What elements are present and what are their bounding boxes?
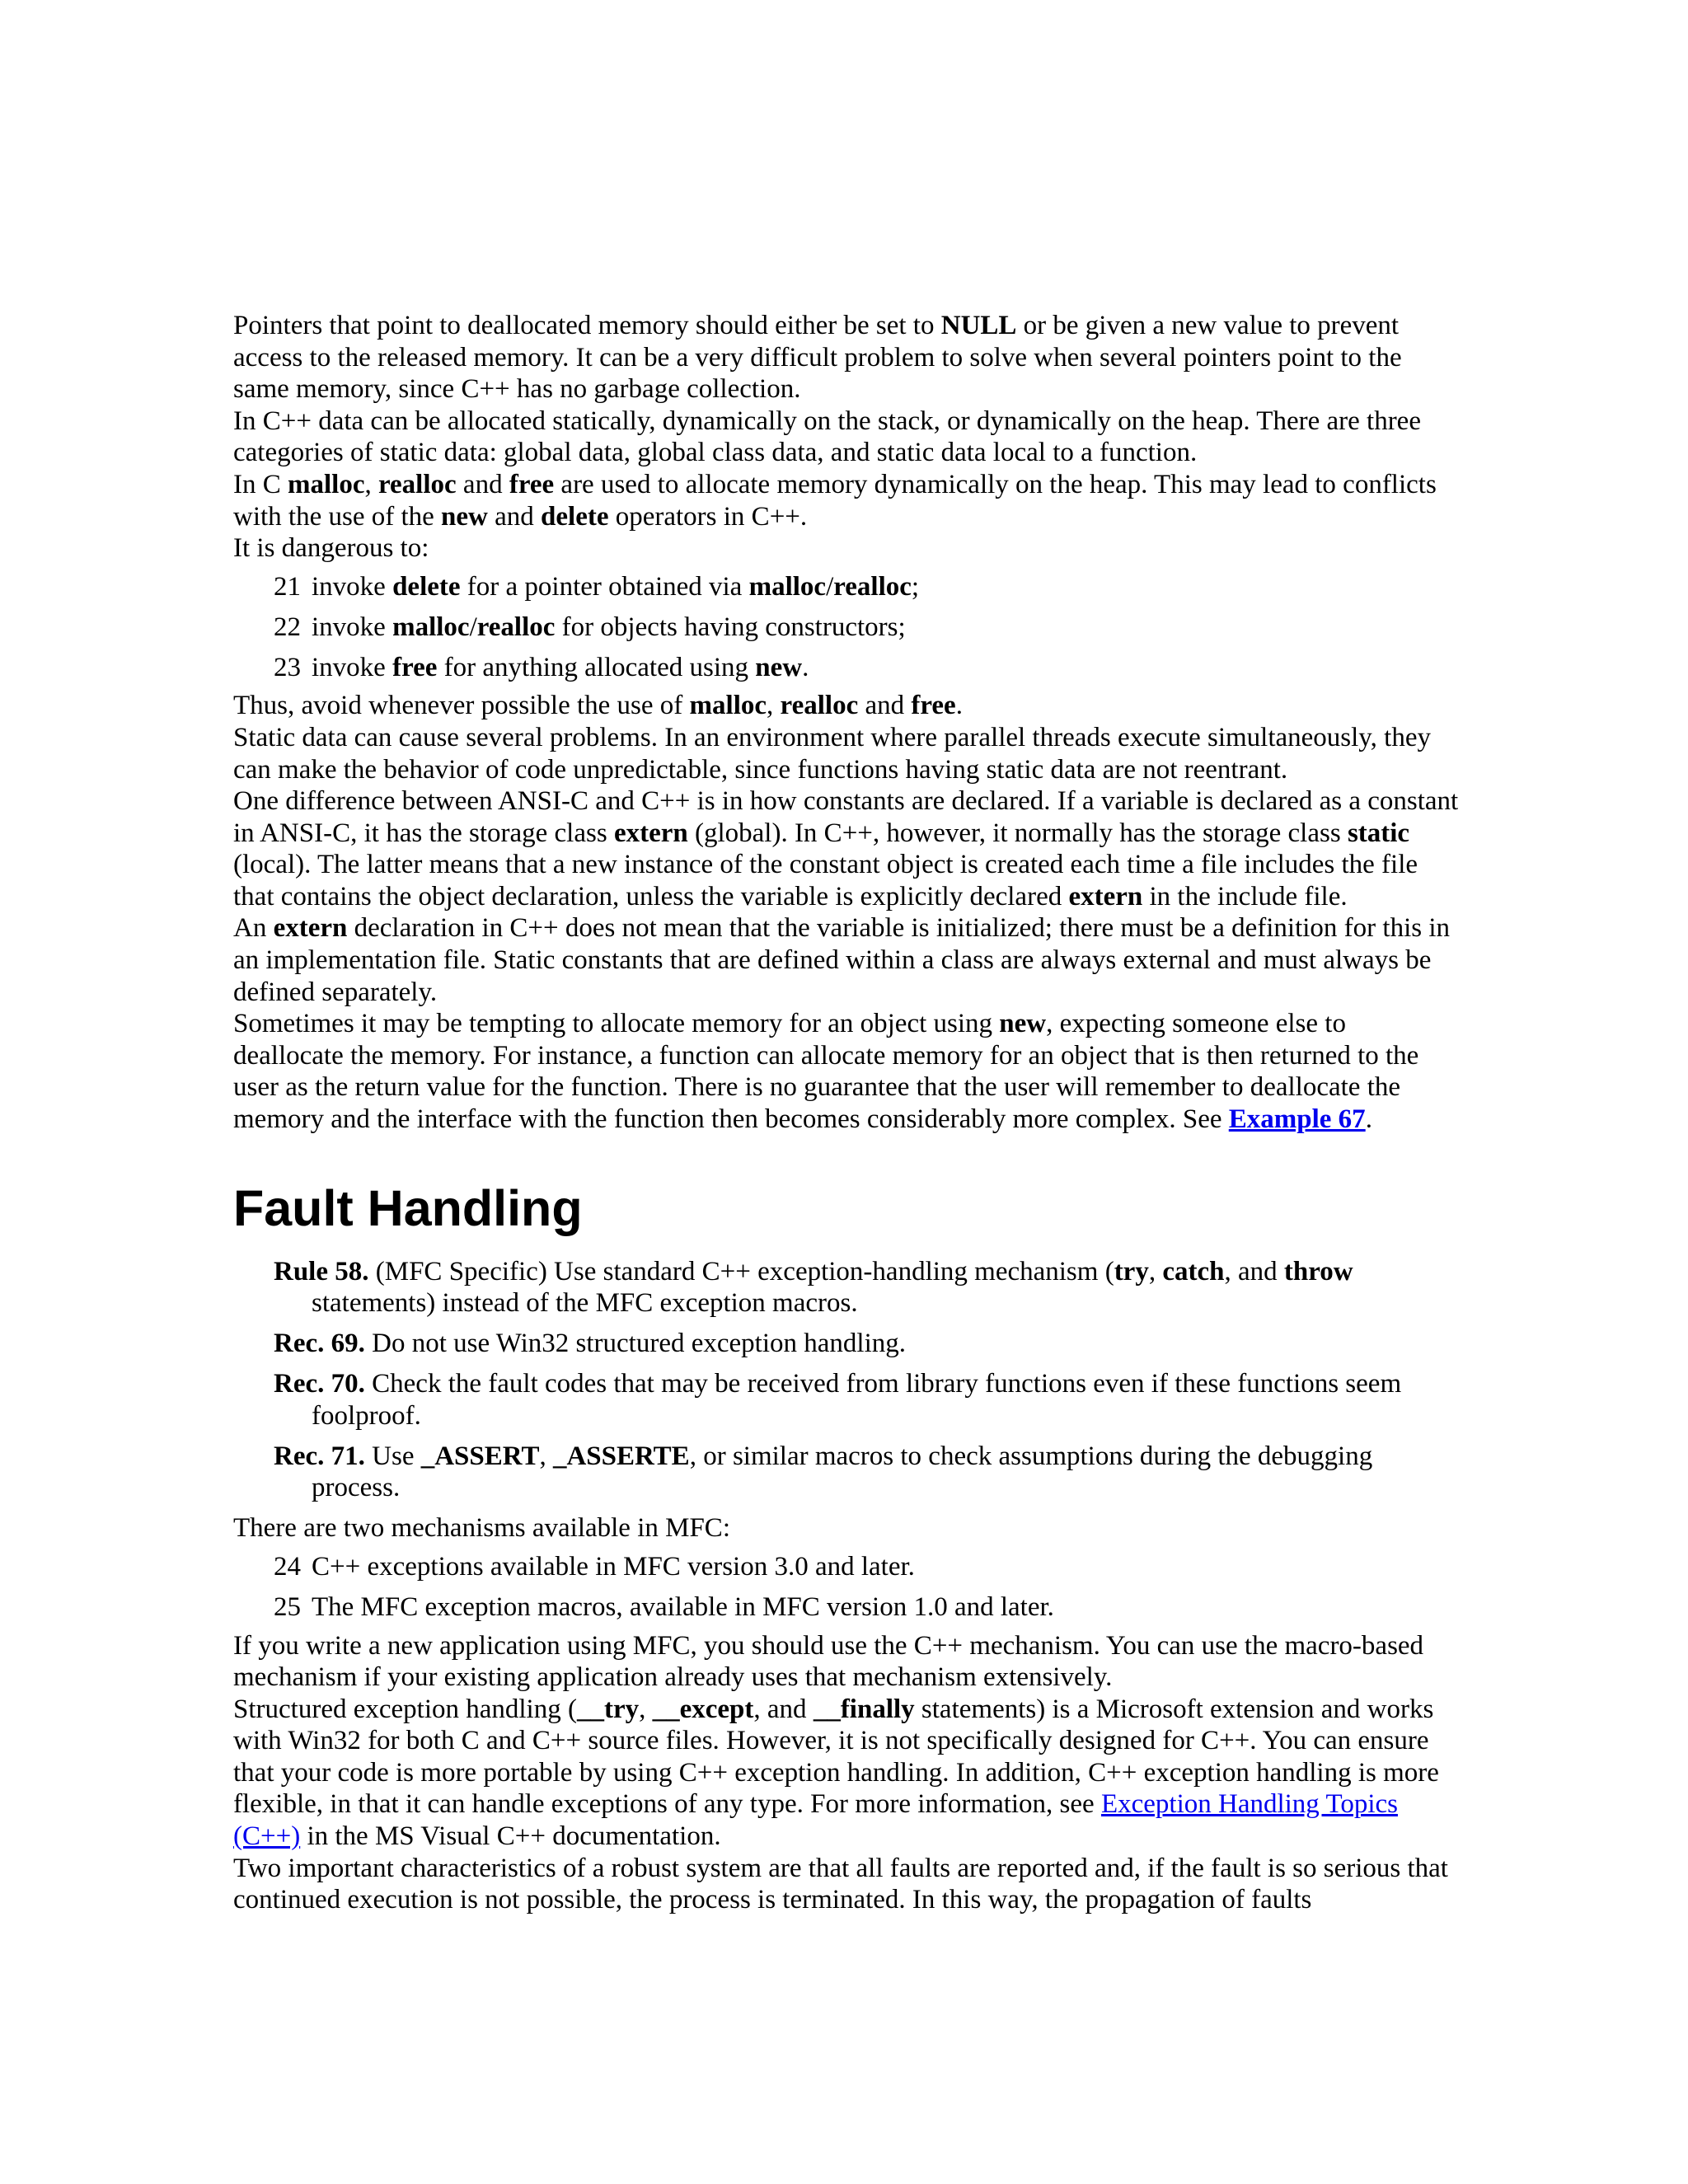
dangerous-list [233, 571, 1461, 684]
list-text: invoke malloc/realloc for objects having constructors; [312, 612, 906, 642]
keyword-new: new [441, 501, 488, 532]
example-67-link[interactable]: Example 67 [1228, 1104, 1366, 1135]
rec-71: Rec. 71. Use _ASSERT, _ASSERTE, or similar macros to check assumptions during the debugging process. [274, 1441, 1373, 1503]
paragraph-mfc-mechanisms: There are two mechanisms available in MFC: [233, 1513, 730, 1544]
list-item [274, 612, 1461, 644]
rec-69: Rec. 69. Do not use Win32 structured exception handling. [274, 1329, 906, 1359]
rules-list [233, 1256, 1461, 1504]
keyword-free: free [509, 469, 555, 499]
keyword-malloc: malloc [288, 469, 365, 499]
paragraph-dangerous-intro: It is dangerous to: [233, 533, 429, 564]
rule-label: Rec. 70. [274, 1369, 365, 1399]
paragraph-structured-exception: Structured exception handling (__try, __except, and __finally statements) is a Microsoft extension and works with Win32 for both C and C++ source files. However, it is not specifically designed for C++. You can ensure that your code is more portable by using C++ exception handling. In addition, C++ exception handling is more flexible, in that it can handle exceptions of any type. For more information, see Exception Handling Topics (C++) in the MS Visual C++ documentation. [233, 1694, 1439, 1852]
paragraph-allocation-ownership: Sometimes it may be tempting to allocate memory for an object using new, expecting someone else to deallocate the memory. For instance, a function can allocate memory for an object that is then returned to the user as the return value for the function. There is no guarantee that the user will remember to deallocate the memory and the interface with the function then becomes considerably more complex. See Example 67. [233, 1009, 1419, 1135]
list-text: invoke free for anything allocated using new. [312, 652, 809, 682]
section-heading-fault-handling: Fault Handling [233, 1179, 583, 1236]
list-item [274, 652, 1461, 684]
list-number: 24 [274, 1551, 301, 1582]
list-item [274, 1551, 1461, 1583]
list-number: 23 [274, 652, 301, 682]
paragraph-static-data-problems: Static data can cause several problems. In an environment where parallel threads execute simultaneously, they can make the behavior of code unpredictable, since functions having static data are not reentrant. [233, 722, 1431, 785]
rule-58: Rule 58. (MFC Specific) Use standard C++ exception-handling mechanism (try, catch, and throw statements) instead of the MFC exception macros. [274, 1256, 1353, 1319]
keyword-null: NULL [940, 311, 1017, 340]
list-text: invoke delete for a pointer obtained via malloc/realloc; [312, 571, 920, 602]
rule-label: Rec. 69. [274, 1329, 365, 1359]
list-item [274, 1591, 1461, 1624]
paragraph-extern-declaration: An extern declaration in C++ does not mean that the variable is initialized; there must be a definition for this in an implementation file. Static constants that are defined within a class are always external and must always be defined separately. [233, 913, 1451, 1007]
paragraph-malloc-conflicts: In C malloc, realloc and free are used to allocate memory dynamically on the heap. This may lead to conflicts with the use of the new and delete operators in C++. [233, 469, 1437, 532]
list-item [274, 571, 1461, 603]
paragraph-robust-system: Two important characteristics of a robust system are that all faults are reported and, if the fault is so serious that continued execution is not possible, the process is terminated. In this way, the propagation of faults [233, 1853, 1448, 1915]
list-number: 25 [274, 1591, 301, 1622]
exception-handling-topics-link[interactable]: Exception Handling Topics (C++) [233, 1789, 1398, 1852]
paragraph-constants: One difference between ANSI-C and C++ is in how constants are declared. If a variable is declared as a constant in ANSI-C, it has the storage class extern (global). In C++, however, it normally has the storage class static (local). The latter means that a new instance of the constant object is created each time a file includes the file that contains the object declaration, unless the variable is explicitly declared extern in the include file. [233, 786, 1459, 912]
keyword-delete: delete [541, 501, 609, 532]
rec-70: Rec. 70. Check the fault codes that may be received from library functions even if these functions seem foolproof. [274, 1369, 1402, 1431]
document-page [233, 310, 1461, 1916]
list-text: C++ exceptions available in MFC version 3.0 and later. [312, 1551, 915, 1582]
keyword-realloc: realloc [377, 469, 457, 499]
rule-label: Rec. 71. [274, 1441, 365, 1471]
paragraph-dangling-pointers: Pointers that point to deallocated memory should either be set to NULL or be given a new value to prevent access to the released memory. It can be a very difficult problem to solve when several pointers point to the same memory, since C++ has no garbage collection. [233, 311, 1402, 405]
paragraph-allocation-kinds: In C++ data can be allocated statically, dynamically on the stack, or dynamically on the heap. There are three categories of static data: global data, global class data, and static data local to a function. [233, 405, 1421, 468]
list-number: 22 [274, 612, 301, 642]
list-text: The MFC exception macros, available in MFC version 1.0 and later. [312, 1591, 1054, 1622]
mfc-mechanisms-list [233, 1551, 1461, 1624]
paragraph-avoid-malloc: Thus, avoid whenever possible the use of malloc, realloc and free. [233, 691, 963, 721]
rule-label: Rule 58. [274, 1256, 369, 1286]
list-number: 21 [274, 571, 301, 602]
paragraph-new-application: If you write a new application using MFC, you should use the C++ mechanism. You can use the macro-based mechanism if your existing application already uses that mechanism extensively. [233, 1630, 1424, 1693]
